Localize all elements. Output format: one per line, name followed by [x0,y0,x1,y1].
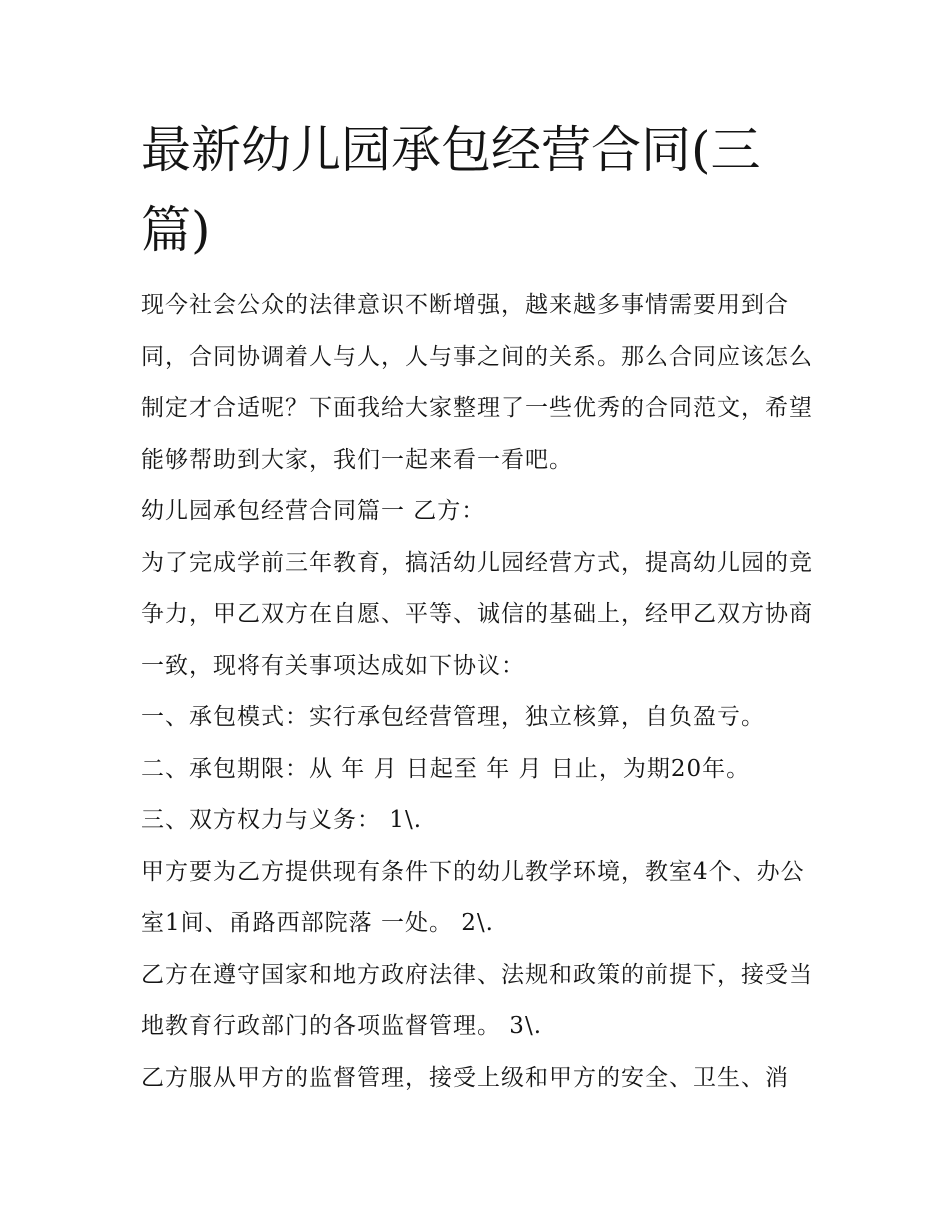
document-body [141,280,821,1104]
section-heading-part-one: 幼儿园承包经营合同篇一 乙方： [141,498,486,524]
clause-item-2: 乙方在遵守国家和地方政府法律、法规和政策的前提下，接受当地教育行政部门的各项监督管理。 3\. [141,961,813,1039]
document-title: 最新幼儿园承包经营合同(三篇) [141,121,761,259]
clause-contract-mode: 一、承包模式：实行承包经营管理，独立核算，自负盈亏。 [141,704,765,730]
clause-contract-term: 二、承包期限：从 年 月 日起至 年 月 日止，为期20年。 [141,755,751,782]
document-content [141,110,821,1104]
preamble-paragraph: 为了完成学前三年教育，搞活幼儿园经营方式，提高幼儿园的竞争力，甲乙双方在自愿、平等、诚信的基础上，经甲乙双方协商一致，现将有关事项达成如下协议： [141,549,813,679]
clause-rights-obligations: 三、双方权力与义务： 1\. [141,807,423,833]
intro-paragraph: 现今社会公众的法律意识不断增强，越来越多事情需要用到合同，合同协调着人与人，人与事之间的关系。那么合同应该怎么制定才合适呢？下面我给大家整理了一些优秀的合同范文，希望能够帮助到大家，我们一起来看一看吧。 [141,292,813,473]
clause-item-1: 甲方要为乙方提供现有条件下的幼儿教学环境，教室4个、办公室1间、甬路西部院落 一处。 2\. [141,858,805,936]
clause-item-3: 乙方服从甲方的监督管理，接受上级和甲方的安全、卫生、消 [141,1064,789,1091]
